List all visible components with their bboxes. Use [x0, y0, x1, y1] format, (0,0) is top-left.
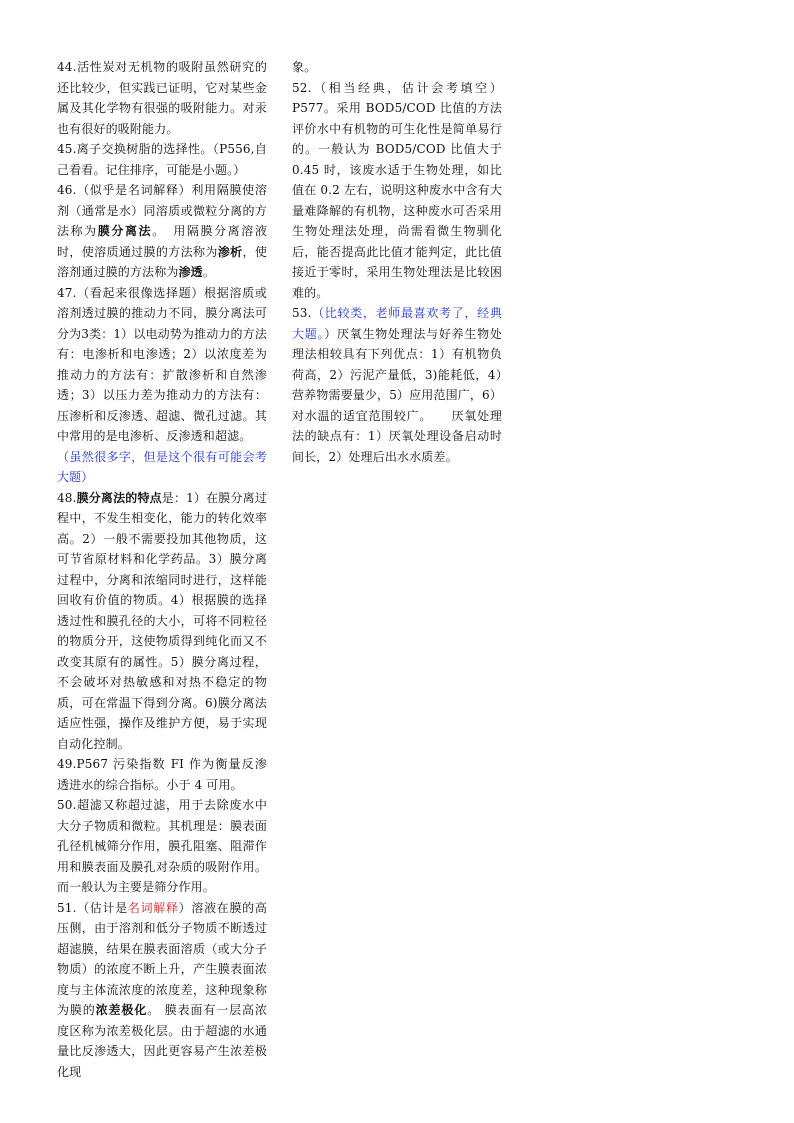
item-47-note: （虽然很多字，但是这个很有可能会考大题）	[57, 449, 267, 484]
item-44: 44.活性炭对无机物的吸附虽然研究的还比较少，但实践已证明，它对某些金属及其化学物有很强的吸附能力。对汞也有很好的吸附能力。	[57, 60, 267, 136]
term-osmosis: 渗透	[178, 265, 203, 279]
item-46-text-e: ，使溶剂通过膜的方法称为	[57, 244, 267, 279]
item-51-text-e: 。 膜表面有一层高浓度区称为浓差极化层。由于超滤的水通量比反渗透大，因此更容易产生浓差极化现	[57, 1003, 268, 1079]
term-dialysis: 渗析	[217, 244, 243, 259]
item-51-text-c: ）溶液在膜的高压侧，由于溶剂和低分子物质不断透过超滤膜，结果在膜表面溶质（或大分子物质）的浓度不断上升，产生膜表面浓度与主体流浓度的浓度差，这种现象称为膜的	[57, 900, 267, 1017]
term-membrane-separation: 膜分离法	[97, 224, 153, 238]
item-46-text-a: 46.（似乎是名词解释）利用隔膜使溶剂（通常是水）同溶质或微粒分离的方法称为	[57, 183, 267, 238]
item-53-number: 53.	[292, 306, 312, 320]
item-45: 45.离子交换树脂的选择性。（P556,自己看看。记住排序，可能是小题。）	[57, 142, 267, 177]
right-column	[292, 57, 502, 467]
item-53-text: ）厌氧生物处理法与好养生物处理法相较具有下列优点：1）有机物负荷高，2）污泥产量低，3)能耗低，4）营养物需要量少，5）应用范围广，6）对水温的适宜范围较广。 厌氧处理法的缺点有：1）厌氧处理设备启动时间长，2）处理后出水水质差。	[292, 326, 503, 464]
item-48-text: 是：1）在膜分离过程中，不发生相变化，能力的转化效率高。2）一般不需要投加其他物质，这可节省原材料和化学药品。3）膜分离过程中，分离和浓缩同时进行，这样能回收有价值的物质。4）根据膜的选择透过性和膜孔径的大小，可将不同粒径的物质分开，这使物质得到纯化而又不改变其原有的属性。5）膜分离过程，不会破坏对热敏感和对热不稳定的物质，可在常温下得到分离。6)膜分离法适应性强，操作及维护方便，易于实现自动化控制。	[57, 490, 267, 751]
term-concentration-polarization: 浓差极化	[95, 1003, 148, 1017]
item-46	[57, 180, 267, 283]
item-51-text-a: 51.（估计是	[57, 900, 128, 915]
item-53-note: （比较类，老师最喜欢考了，经典大题。	[292, 306, 502, 341]
item-51-term-hint: 名词解释	[127, 900, 179, 915]
item-50: 50.超滤又称超过滤，用于去除废水中大分子物质和微粒。其机理是：膜表面孔径机械筛分作用，膜孔阻塞、阻滞作用和膜表面及膜孔对杂质的吸附作用。而一般认为主要是筛分作用。	[57, 798, 267, 894]
item-51	[57, 898, 267, 1083]
left-column	[57, 57, 267, 1082]
term-membrane-features: 膜分离法的特点	[76, 490, 162, 505]
item-46-text-c: 。 用隔膜分离溶液时，使溶质通过膜的方法称为	[57, 224, 267, 259]
item-47: 47.（看起来很像选择题）根据溶质或溶剂透过膜的推动力不同，膜分离法可分为3类：1）以电动势为推动力的方法有：电渗析和电渗透；2）以浓度差为推动力的方法有：扩散渗析和自然渗透；3）以压力差为推动力的方法有：压渗析和反渗透、超滤、微孔过滤。其中常用的是电渗析、反渗透和超滤。	[57, 285, 267, 443]
item-48	[57, 488, 267, 755]
item-51-continued: 象。	[292, 60, 317, 74]
item-53	[292, 303, 502, 467]
item-46-text-g: 。	[202, 265, 215, 279]
item-52: 52.（相当经典，估计会考填空）P577。采用 BOD5/COD 比值的方法评价水中有机物的可生化性是简单易行的。一般认为 BOD5/COD 比值大于 0.45 时，该废水适于生物处理，如比值在 0.2 左右，说明这种废水中含有大量难降解的有机物，这种废水可否采用生物处理法处理，尚需看微生物驯化后，能否提高此比值才能判定，此比值接近于零时，采用生物处理法是比较困难的。	[292, 80, 502, 300]
item-48-number: 48.	[57, 490, 77, 505]
item-49: 49.P567 污染指数 FI 作为衡量反渗透进水的综合指标。小于 4 可用。	[57, 757, 267, 792]
